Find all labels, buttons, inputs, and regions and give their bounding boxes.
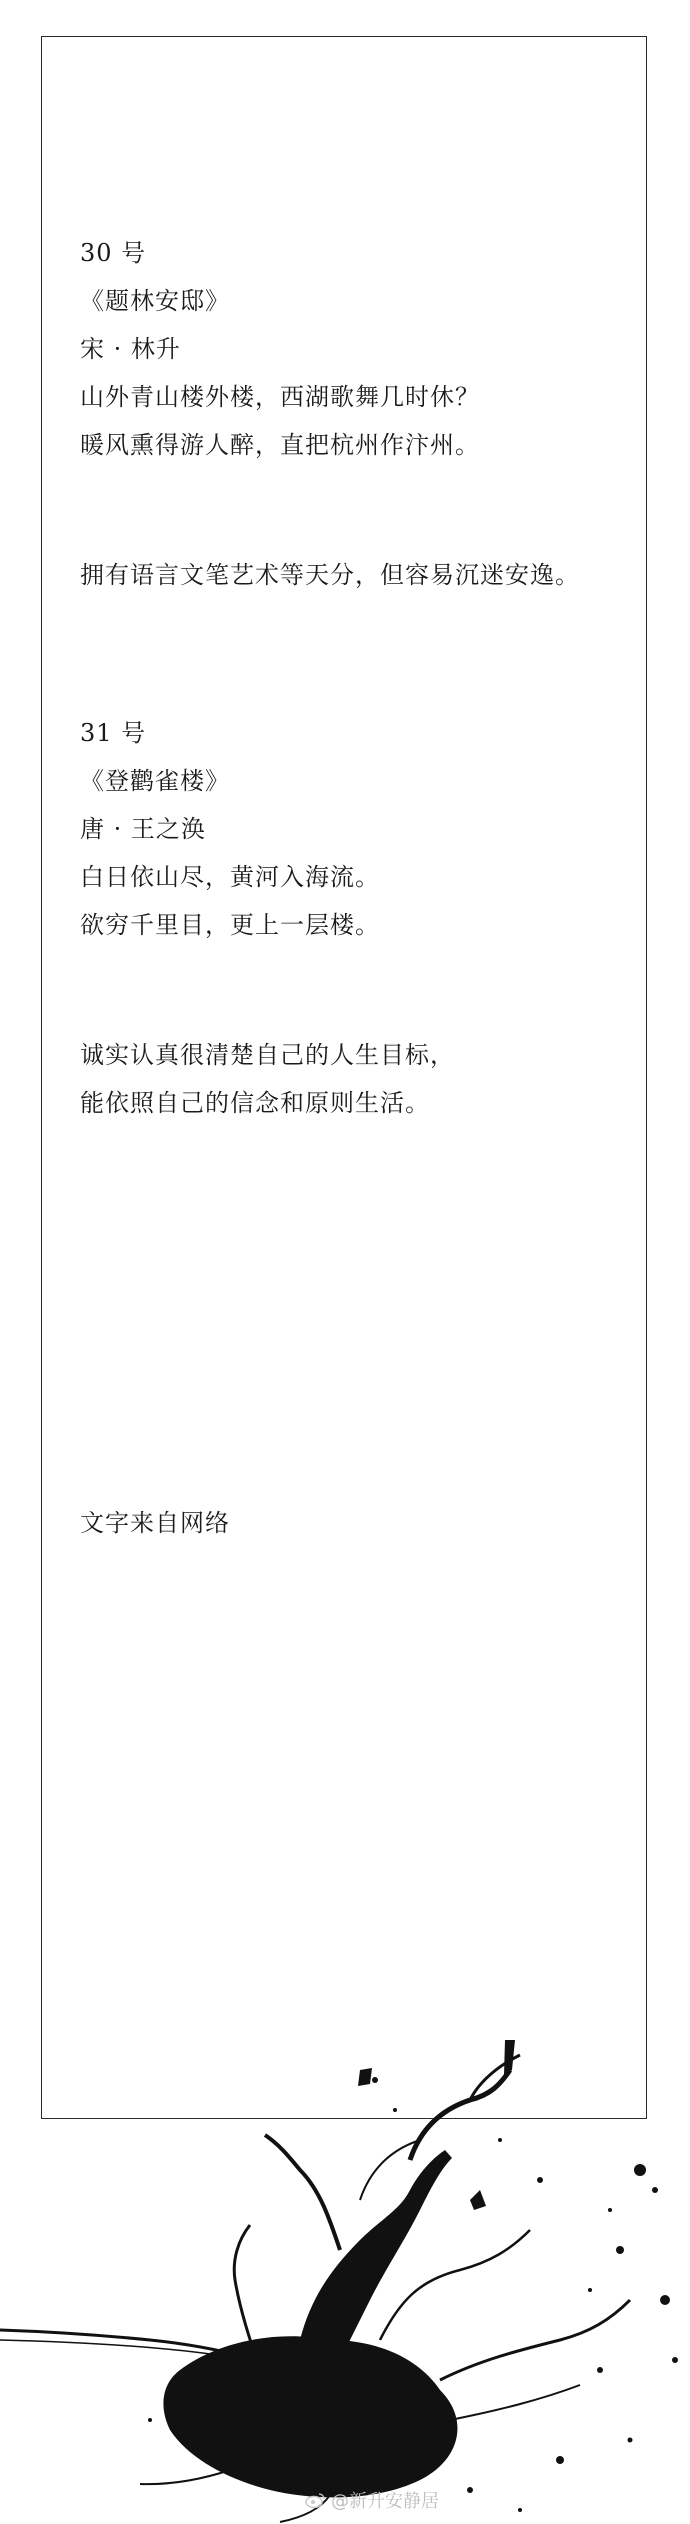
ink-splash-decoration [0,2040,690,2524]
watermark-text: @新升安静居 [331,2491,439,2512]
personality-comment: 能依照自己的信念和原则生活。 [80,1089,430,1117]
source-note: 文字来自网络 [80,1509,230,1537]
entry-number: 30 号 [80,239,147,267]
poem-entry-31 [80,713,620,1123]
entry-number: 31 号 [80,719,147,747]
poem-author: 唐 · 王之涣 [80,815,206,843]
content-column [80,233,620,1543]
poem-title: 《题林安邸》 [80,287,230,315]
poem-entry-30 [80,233,620,595]
personality-comment: 拥有语言文笔艺术等天分，但容易沉迷安逸。 [80,561,580,589]
poem-title: 《登鹳雀楼》 [80,767,230,795]
poem-line: 暖风熏得游人醉，直把杭州作汴州。 [80,431,480,459]
poem-author: 宋 · 林升 [80,335,181,363]
personality-comment: 诚实认真很清楚自己的人生目标， [80,1041,455,1069]
weibo-icon [305,2492,325,2508]
poem-line: 山外青山楼外楼，西湖歌舞几时休？ [80,383,480,411]
poem-line: 白日依山尽，黄河入海流。 [80,863,380,891]
poem-line: 欲穷千里目，更上一层楼。 [80,911,380,939]
weibo-watermark [305,2487,439,2513]
